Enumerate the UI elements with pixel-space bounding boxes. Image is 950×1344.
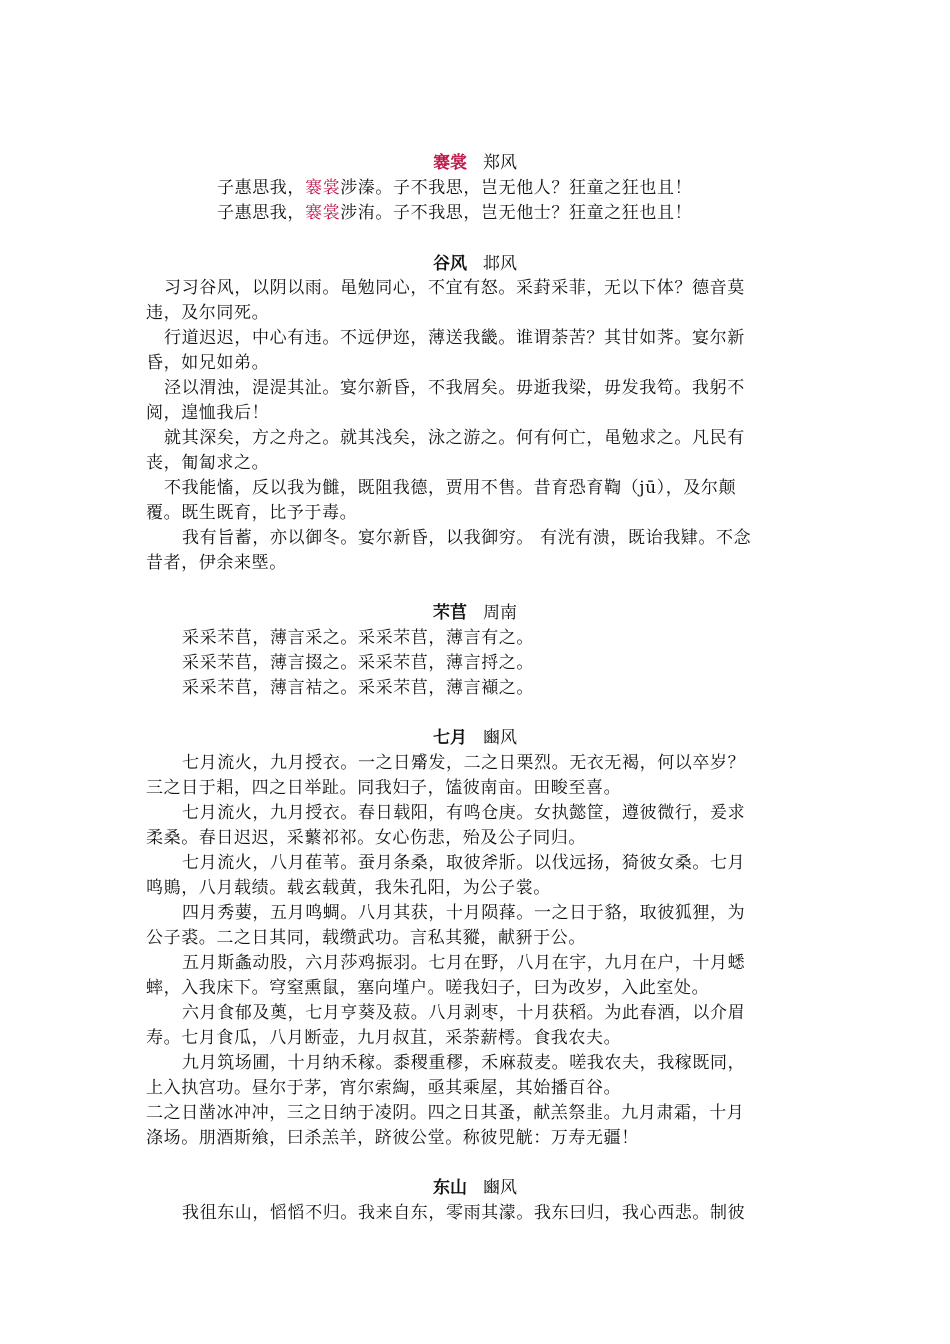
poem-name: 东山 (433, 1178, 467, 1198)
poem-title (0, 726, 950, 750)
line-text: 涉洧。子不我思，岂无他士？狂童之狂也且！ (340, 203, 693, 223)
poem-region: 周南 (483, 603, 517, 623)
poem-line: 不我能慉，反以我为雠，既阻我德，贾用不售。昔育恐育鞫（jū），及尔颠 (164, 478, 737, 498)
poem-title (0, 151, 950, 175)
poem-line: 六月食郁及薁，七月亨葵及菽。八月剥枣，十月获稻。为此春酒，以介眉 (182, 1003, 746, 1023)
poem-name: 谷风 (433, 254, 467, 274)
poem-line: 我徂东山，慆慆不归。我来自东，零雨其濛。我东曰归，我心西悲。制彼 (182, 1203, 746, 1223)
poem-line: 蟀，入我床下。穹窒熏鼠，塞向墐户。嗟我妇子，曰为改岁，入此室处。 (146, 978, 710, 998)
highlighted-text: 褰裳 (305, 203, 341, 223)
poem-line: 寿。七月食瓜，八月断壶，九月叔苴，采荼薪樗。食我农夫。 (146, 1028, 622, 1048)
poem-line: 我有旨蓄，亦以御冬。宴尔新昏，以我御穷。 有洸有溃，既诒我肄。不念 (182, 528, 752, 548)
poem-line: 柔桑。春日迟迟，采蘩祁祁。女心伤悲，殆及公子同归。 (146, 828, 586, 848)
line-text: 子惠思我， (217, 203, 305, 223)
poem-line: 丧，匍匐求之。 (146, 453, 270, 473)
poem-line: 七月流火，九月授衣。春日载阳，有鸣仓庚。女执懿筐，遵彼微行，爰求 (182, 803, 746, 823)
poem-line: 习习谷风，以阴以雨。黾勉同心，不宜有怒。采葑采菲，无以下体？德音莫 (164, 278, 745, 298)
line-text: 涉溱。子不我思，岂无他人？狂童之狂也且！ (340, 178, 693, 198)
poem-line: 九月筑场圃，十月纳禾稼。黍稷重穋，禾麻菽麦。嗟我农夫，我稼既同， (182, 1053, 746, 1073)
poem-title (0, 601, 950, 625)
poem-title (0, 252, 950, 276)
poem-line (217, 176, 692, 200)
poem-name: 芣苢 (433, 603, 467, 623)
poem-region: 豳风 (483, 728, 517, 748)
poem-line: 鸣鵙，八月载绩。载玄载黄，我朱孔阳，为公子裳。 (146, 878, 551, 898)
poem-region: 郑风 (483, 153, 517, 173)
poem-line: 三之日于耜，四之日举趾。同我妇子，馌彼南亩。田畯至喜。 (146, 778, 622, 798)
poem-title (0, 1176, 950, 1200)
poem-line: 昔者，伊余来塈。 (146, 553, 287, 573)
poem-region: 豳风 (483, 1178, 517, 1198)
poem-line: 采采芣苢，薄言袺之。采采芣苢，薄言襭之。 (182, 678, 534, 698)
poem-line: 昏，如兄如弟。 (146, 353, 270, 373)
poem-line: 七月流火，八月萑苇。蚕月条桑，取彼斧斨。以伐远扬，猗彼女桑。七月 (182, 853, 746, 873)
highlighted-text: 褰裳 (305, 178, 341, 198)
line-text: 子惠思我， (217, 178, 305, 198)
poem-line: 二之日凿冰冲冲，三之日纳于凌阴。四之日其蚤，献羔祭韭。九月肃霜，十月 (146, 1103, 745, 1123)
poem-line: 公子裘。二之日其同，载缵武功。言私其豵，献豜于公。 (146, 928, 586, 948)
poem-line: 违，及尔同死。 (146, 303, 270, 323)
poem-line: 采采芣苢，薄言掇之。采采芣苢，薄言捋之。 (182, 653, 534, 673)
poem-line: 上入执宫功。昼尔于茅，宵尔索綯，亟其乘屋，其始播百谷。 (146, 1078, 622, 1098)
poem-line: 四月秀葽，五月鸣蜩。八月其获，十月陨萚。一之日于貉，取彼狐狸，为 (182, 903, 746, 923)
poem-name: 褰裳 (433, 153, 467, 173)
poem-line: 行道迟迟，中心有违。不远伊迩，薄送我畿。谁谓荼苦？其甘如荠。宴尔新 (164, 328, 745, 348)
poem-line: 覆。既生既育，比予于毒。 (146, 503, 358, 523)
poem-region: 邶风 (483, 254, 517, 274)
poem-name: 七月 (433, 728, 467, 748)
poem-line: 阅，遑恤我后！ (146, 403, 270, 423)
poem-line: 七月流火，九月授衣。一之日觱发，二之日栗烈。无衣无褐，何以卒岁？ (182, 753, 746, 773)
poem-line: 五月斯螽动股，六月莎鸡振羽。七月在野，八月在宇，九月在户，十月蟋 (182, 953, 746, 973)
poem-line: 涤场。朋酒斯飨，曰杀羔羊，跻彼公堂。称彼兕觥：万寿无疆！ (146, 1128, 639, 1148)
poem-line: 泾以渭浊，湜湜其沚。宴尔新昏，不我屑矣。毋逝我梁，毋发我笱。我躬不 (164, 378, 745, 398)
poem-line: 就其深矣，方之舟之。就其浅矣，泳之游之。何有何亡，黾勉求之。凡民有 (164, 428, 745, 448)
poem-line: 采采芣苢，薄言采之。采采芣苢，薄言有之。 (182, 628, 534, 648)
poem-line (217, 201, 692, 225)
